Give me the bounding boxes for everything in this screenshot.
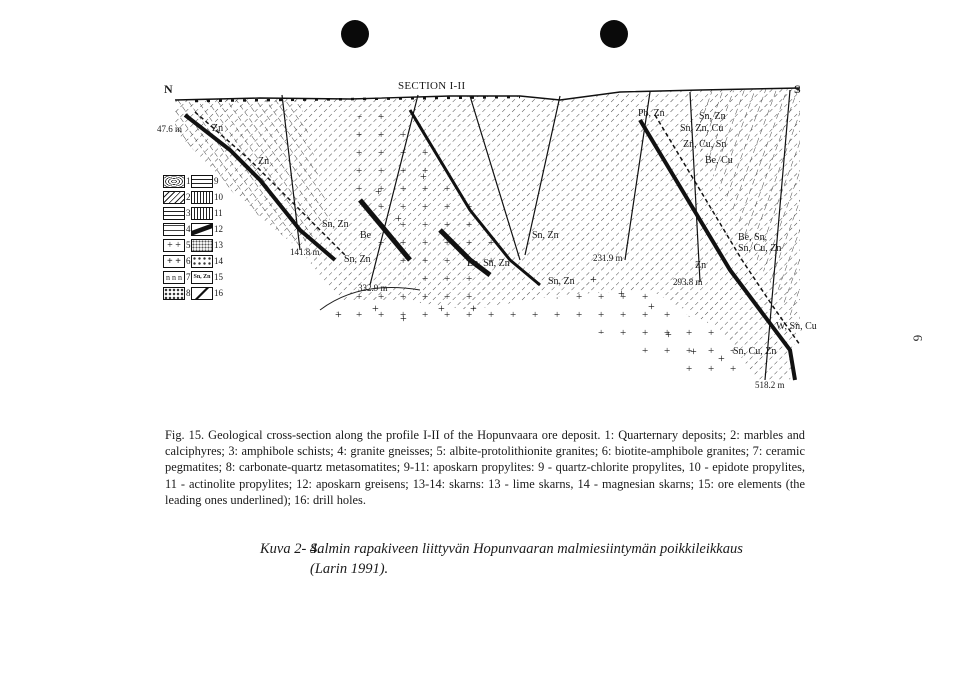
page-number: 6 [910, 334, 926, 342]
legend-number: 7 [186, 272, 191, 282]
legend-swatch [191, 255, 213, 268]
element-label: Pb, Zn [638, 108, 665, 119]
legend-swatch [191, 287, 213, 300]
svg-text:+: + [400, 311, 407, 325]
element-label: Zn [212, 123, 224, 134]
depth-label: 293.8 m [673, 277, 703, 287]
legend-number: 16 [214, 288, 223, 298]
element-label: Be, Sn, [738, 232, 768, 243]
legend-swatch [191, 207, 213, 220]
north-label: N [164, 82, 173, 96]
legend-number: 11 [214, 208, 223, 218]
svg-text:+: + [690, 344, 697, 358]
element-label: Be, Cu [705, 155, 733, 166]
legend-swatch [163, 207, 185, 220]
svg-text:+: + [438, 301, 445, 315]
element-label: Sn, Cu, Zn [733, 346, 777, 357]
legend-swatch [191, 239, 213, 252]
legend-swatch [163, 223, 185, 236]
kuva-number: Kuva 2- 4. [260, 541, 321, 557]
legend-swatch: n n n [163, 271, 185, 284]
element-label: Sn, Zn, Cu [680, 123, 724, 134]
legend-number: 4 [186, 224, 191, 234]
legend-number: 10 [214, 192, 223, 202]
legend-swatch: Sn, Zn [191, 271, 213, 284]
legend-swatch [191, 175, 213, 188]
element-label: Zn, Cu, Sn [683, 139, 727, 150]
legend-swatch [191, 223, 213, 236]
depth-label: 518.2 m [755, 380, 785, 390]
legend-swatch [163, 175, 185, 188]
element-label: Sn, Zn [532, 230, 559, 241]
svg-text:+: + [718, 351, 725, 365]
legend-swatch [163, 287, 185, 300]
element-label: Zn [695, 260, 707, 271]
svg-text:+: + [372, 301, 379, 315]
svg-text:+: + [590, 272, 597, 286]
element-label: Sn, Zn [344, 254, 371, 265]
legend-swatch [191, 191, 213, 204]
legend-number: 3 [186, 208, 191, 218]
svg-text:+: + [648, 299, 655, 313]
svg-text:+: + [375, 184, 382, 198]
element-label: Zn [258, 156, 270, 167]
element-label: Sn, Zn [699, 111, 726, 122]
legend-number: 12 [214, 224, 223, 234]
depth-label: 231.9 m [593, 253, 623, 263]
element-label: Be, Sn, Zn [467, 258, 510, 269]
legend-number: 8 [186, 288, 191, 298]
depth-label: 332.9 m [358, 283, 388, 293]
element-label: Sn, Zn [548, 276, 575, 287]
legend-number: 1 [186, 176, 191, 186]
element-label: Sn, Cu, Zn [738, 243, 782, 254]
legend-number: 15 [214, 272, 223, 282]
legend-number: 13 [214, 240, 223, 250]
svg-text:+: + [335, 307, 342, 321]
legend-swatch: + + [163, 239, 185, 252]
svg-text:+: + [470, 301, 477, 315]
svg-text:+: + [618, 286, 625, 300]
legend-number: 5 [186, 240, 191, 250]
depth-label: 47.6 m [157, 124, 183, 134]
legend-number: 9 [214, 176, 219, 186]
section-title: SECTION I-II [398, 80, 466, 92]
svg-text:+: + [665, 327, 672, 341]
svg-text:+: + [420, 169, 427, 183]
south-label: S [794, 82, 801, 96]
legend-number: 14 [214, 256, 223, 266]
legend-swatch: + + [163, 255, 185, 268]
element-label: Sn, Zn [322, 219, 349, 230]
kuva-text: Salmin rapakiveen liittyvän Hopunvaaran malmiesiintymän poikkileikkaus (Larin 1991). [310, 541, 743, 577]
element-label: Be [360, 230, 372, 241]
legend-number: 6 [186, 256, 191, 266]
figure-caption: Fig. 15. Geological cross-section along the profile I-II of the Hopunvaara ore deposit. 1: Quarternary deposits; 2: marbles and calciphyres; 3: amphibole schists; 4: granite gneisses; 5: albite-protolithionite granites; 6: biotite-amphibole granites; 7: ceramic pegmatites; 8: carbonate-quartz metasomatites; 9-11: aposkarn propylites: 9 - quartz-chlorite propylites, 10 - epidote propylites, 11 - actinolite propylites; 12: aposkarn greisens; 13-14: skarns: 13 - lime skarns, 14 - magnesian skarns; 15: ore elements (the leading ones underlined); 16: drill holes. [165, 428, 805, 507]
legend-swatch [163, 191, 185, 204]
depth-label: 141.8 m [290, 247, 320, 257]
element-label: W, Sn, Cu [776, 321, 817, 332]
legend-number: 2 [186, 192, 191, 202]
svg-text:+: + [395, 211, 402, 225]
